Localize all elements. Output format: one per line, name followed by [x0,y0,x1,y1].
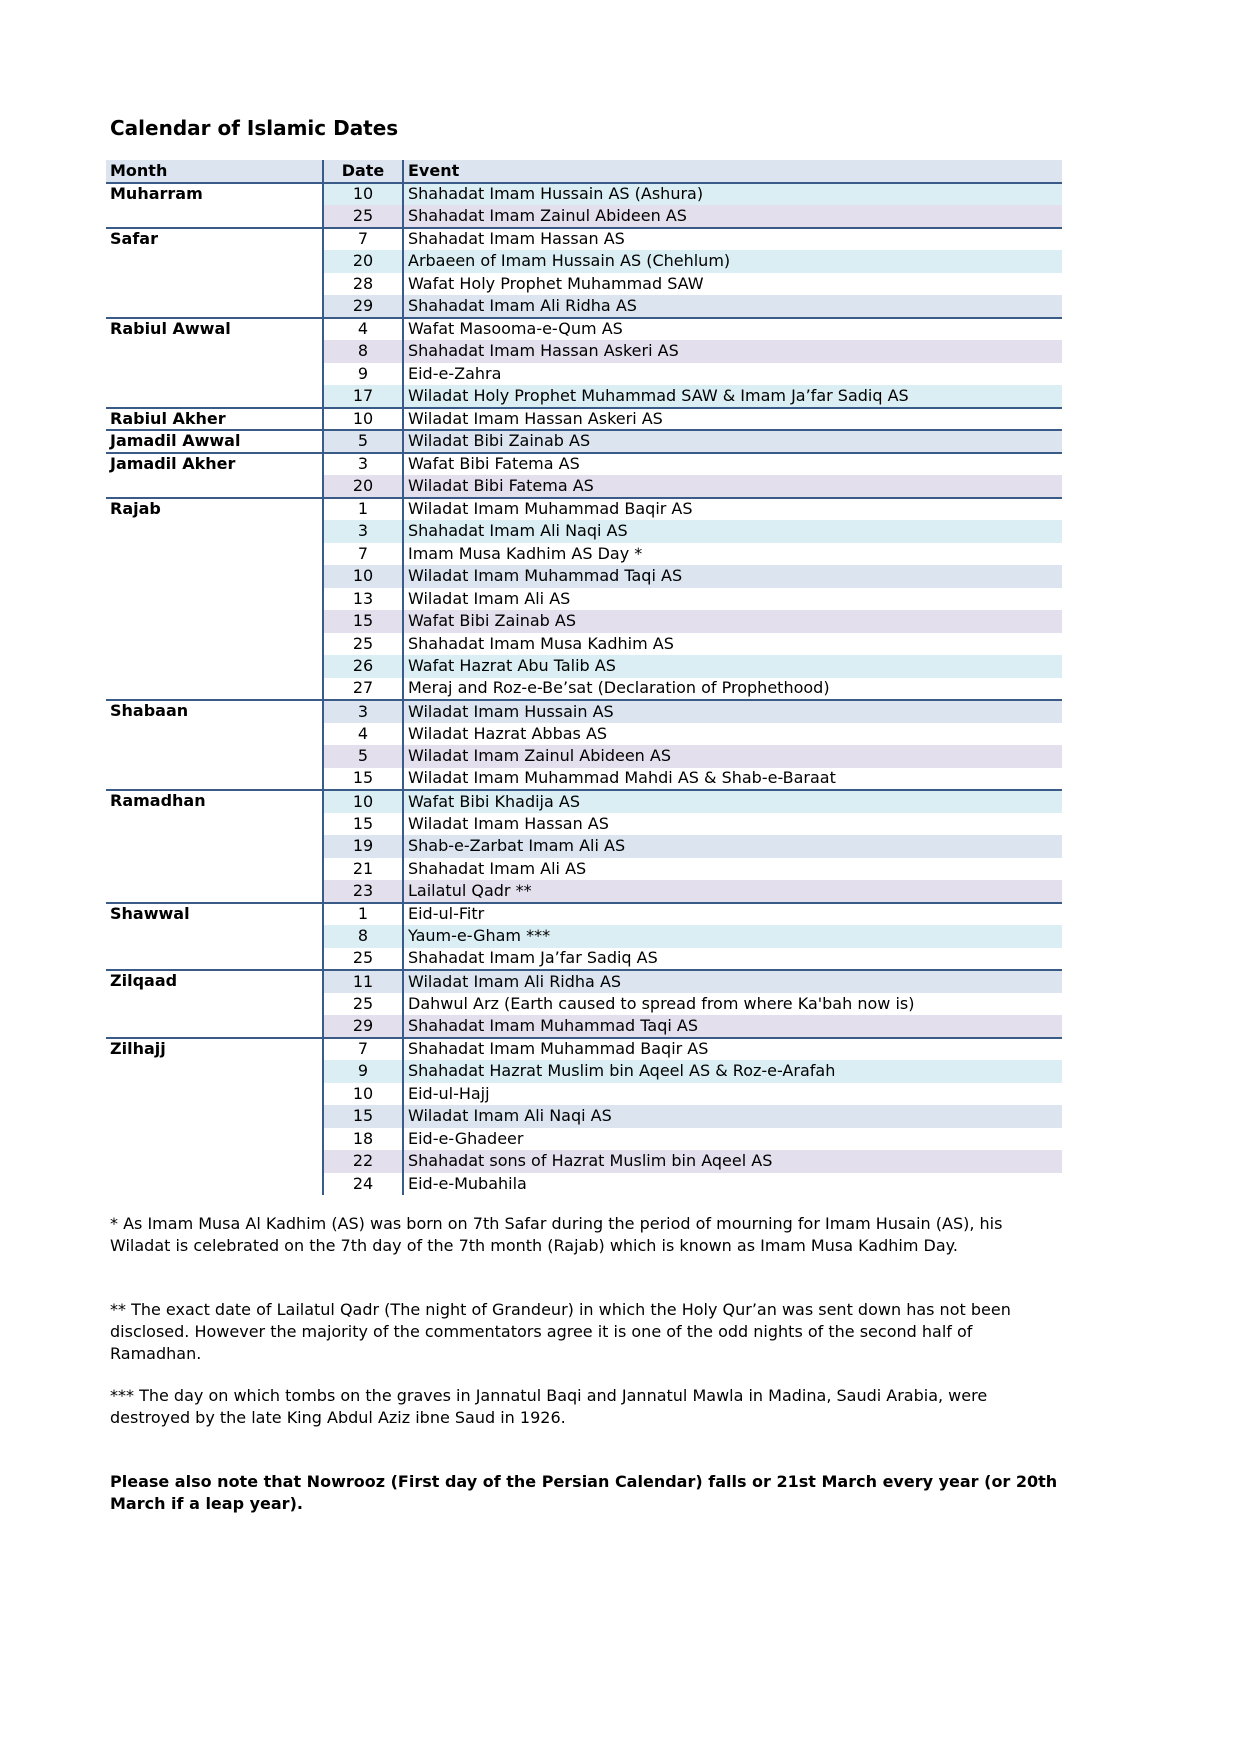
date-cell: 28 [323,273,403,296]
event-cell: Shahadat Imam Ja’far Sadiq AS [408,948,658,968]
date-cell: 13 [323,588,403,611]
table-row [106,655,1062,678]
table-row [106,903,1062,926]
month-cell: Rabiul Awwal [106,318,323,341]
date-cell: 10 [323,1083,403,1106]
event-cell: Shahadat Imam Hassan Askeri AS [403,340,1062,363]
event-cell: Eid-ul-Fitr [403,903,1062,926]
date-cell: 10 [323,183,403,206]
date-cell: 5 [323,745,403,768]
event-cell: Meraj and Roz-e-Be’sat (Declaration of Prophethood) [408,678,830,698]
page-title: Calendar of Islamic Dates [110,116,399,140]
table-row [106,1173,1062,1196]
table-row [106,745,1062,768]
table-row [106,948,1062,971]
date-cell: 18 [323,1128,403,1151]
table-row [106,205,1062,228]
table-row [106,250,1062,273]
event-cell: Eid-e-Ghadeer [408,1128,524,1148]
event-cell: Shahadat Imam Zainul Abideen AS [403,205,1062,228]
event-cell: Wiladat Imam Ali Ridha AS [403,970,1062,993]
table-row [106,475,1062,498]
event-cell: Wafat Bibi Zainab AS [403,610,1062,633]
table-row [106,588,1062,611]
event-cell: Shahadat Imam Ali Ridha AS [403,295,1062,318]
month-cell [106,678,323,701]
date-cell: 24 [323,1173,403,1196]
event-cell: Lailatul Qadr ** [403,880,1062,903]
month-cell [106,835,323,858]
month-cell: Zilqaad [106,970,323,993]
event-cell: Wiladat Bibi Fatema AS [403,475,1062,498]
event-cell: Wafat Holy Prophet Muhammad SAW [408,273,704,293]
table-row [106,880,1062,903]
table-row [106,1060,1062,1083]
date-cell: 4 [323,723,403,746]
month-cell [106,1150,323,1173]
date-cell: 9 [323,363,403,386]
event-cell: Shahadat Imam Hassan AS [403,228,1062,251]
month-cell [106,205,323,228]
month-cell [106,385,323,408]
month-cell [106,813,323,836]
table-row [106,700,1062,723]
month-cell: Jamadil Akher [106,453,323,476]
table-row [106,1128,1062,1151]
table-row [106,363,1062,386]
month-cell [106,948,323,971]
month-cell [106,1015,323,1038]
table-header-row [106,160,1062,183]
table-row [106,633,1062,656]
event-cell: Arbaeen of Imam Hussain AS (Chehlum) [403,250,1062,273]
date-cell: 20 [323,250,403,273]
event-cell: Dahwul Arz (Earth caused to spread from where Ka'bah now is) [408,993,915,1013]
month-cell: Muharram [106,183,323,206]
table-row [106,813,1062,836]
event-cell: Eid-ul-Hajj [408,1083,490,1103]
month-cell [106,543,323,566]
table-row [106,228,1062,251]
event-cell: Wiladat Imam Muhammad Mahdi AS & Shab-e-Baraat [408,768,836,788]
date-cell: 3 [323,453,403,476]
date-cell: 9 [323,1060,403,1083]
table-row [106,340,1062,363]
event-cell: Shahadat Imam Musa Kadhim AS [408,633,674,653]
event-cell: Yaum-e-Gham *** [403,925,1062,948]
date-cell: 19 [323,835,403,858]
table-body [106,183,1062,1196]
month-cell [106,633,323,656]
date-cell: 15 [323,1105,403,1128]
event-cell: Shahadat Imam Hussain AS (Ashura) [403,183,1062,206]
date-cell: 25 [323,993,403,1016]
header-event: Event [403,160,1062,183]
month-cell [106,1083,323,1106]
month-cell [106,925,323,948]
date-cell: 7 [323,1038,403,1061]
islamic-dates-table [106,160,1062,1195]
month-cell [106,610,323,633]
date-cell: 5 [323,430,403,453]
table-row [106,993,1062,1016]
date-cell: 29 [323,295,403,318]
event-cell: Eid-e-Zahra [408,363,502,383]
month-cell [106,858,323,881]
table-row [106,1015,1062,1038]
event-cell: Wiladat Hazrat Abbas AS [408,723,608,743]
table-row [106,430,1062,453]
date-cell: 21 [323,858,403,881]
footnote-3: *** The day on which tombs on the graves in Jannatul Baqi and Jannatul Mawla in Madina, Saudi Arabia, were destroyed by the late King Abdul Aziz ibne Saud in 1926. [110,1386,988,1427]
date-cell: 20 [323,475,403,498]
month-cell [106,565,323,588]
date-cell: 7 [323,543,403,566]
event-cell: Shahadat Imam Muhammad Taqi AS [403,1015,1062,1038]
header-date: Date [323,160,403,183]
event-cell: Shahadat Imam Ali Naqi AS [403,520,1062,543]
month-cell: Rajab [106,498,323,521]
event-cell: Wiladat Imam Hussain AS [403,700,1062,723]
table-row [106,925,1062,948]
event-cell: Eid-e-Mubahila [408,1173,527,1193]
month-cell [106,520,323,543]
month-cell: Shawwal [106,903,323,926]
table-row [106,453,1062,476]
event-cell: Wiladat Imam Ali Naqi AS [403,1105,1062,1128]
month-cell: Ramadhan [106,790,323,813]
table-row [106,183,1062,206]
table-row [106,1105,1062,1128]
date-cell: 25 [323,205,403,228]
month-cell [106,250,323,273]
event-cell: Wiladat Imam Hassan AS [408,813,609,833]
footnotes [110,1213,1060,1515]
event-cell: Imam Musa Kadhim AS Day * [408,543,643,563]
table-row [106,1150,1062,1173]
event-cell: Shab-e-Zarbat Imam Ali AS [403,835,1062,858]
event-cell: Wafat Bibi Khadija AS [403,790,1062,813]
month-cell [106,475,323,498]
date-cell: 10 [323,565,403,588]
month-cell [106,295,323,318]
date-cell: 22 [323,1150,403,1173]
event-cell: Shahadat Imam Muhammad Baqir AS [403,1038,1062,1061]
event-cell: Wafat Bibi Fatema AS [403,453,1062,476]
date-cell: 8 [323,925,403,948]
table-row [106,723,1062,746]
table-row [106,273,1062,296]
month-cell [106,1060,323,1083]
table-row [106,565,1062,588]
month-cell [106,340,323,363]
header-month: Month [106,160,323,183]
date-cell: 15 [323,813,403,836]
month-cell [106,655,323,678]
date-cell: 23 [323,880,403,903]
date-cell: 3 [323,520,403,543]
date-cell: 26 [323,655,403,678]
table-row [106,835,1062,858]
month-cell [106,745,323,768]
month-cell [106,273,323,296]
nowrooz-note: Please also note that Nowrooz (First day of the Persian Calendar) falls or 21st March every year (or 20th March if a leap year). [110,1472,1058,1513]
date-cell: 8 [323,340,403,363]
event-cell: Shahadat Imam Ali AS [408,858,587,878]
table-row [106,970,1062,993]
date-cell: 7 [323,228,403,251]
month-cell [106,1128,323,1151]
table-row [106,385,1062,408]
date-cell: 1 [323,903,403,926]
month-cell [106,723,323,746]
month-cell [106,880,323,903]
table-row [106,1083,1062,1106]
date-cell: 25 [323,948,403,971]
event-cell: Wiladat Bibi Zainab AS [403,430,1062,453]
month-cell: Shabaan [106,700,323,723]
date-cell: 15 [323,610,403,633]
event-cell: Wafat Hazrat Abu Talib AS [403,655,1062,678]
month-cell: Rabiul Akher [106,408,323,431]
table-row [106,498,1062,521]
date-cell: 1 [323,498,403,521]
table-row [106,295,1062,318]
date-cell: 10 [323,408,403,431]
event-cell: Wafat Masooma-e-Qum AS [403,318,1062,341]
event-cell: Shahadat Hazrat Muslim bin Aqeel AS & Roz-e-Arafah [403,1060,1062,1083]
date-cell: 11 [323,970,403,993]
table-row [106,1038,1062,1061]
event-cell: Wiladat Imam Muhammad Taqi AS [403,565,1062,588]
table-row [106,610,1062,633]
event-cell: Wiladat Imam Ali AS [408,588,571,608]
month-cell [106,768,323,791]
date-cell: 4 [323,318,403,341]
table-row [106,543,1062,566]
event-cell: Wiladat Imam Hassan Askeri AS [403,408,1062,431]
month-cell [106,1173,323,1196]
event-cell: Wiladat Imam Muhammad Baqir AS [403,498,1062,521]
month-cell: Zilhajj [106,1038,323,1061]
table-row [106,678,1062,701]
table-row [106,858,1062,881]
month-cell [106,363,323,386]
footnote-2: ** The exact date of Lailatul Qadr (The night of Grandeur) in which the Holy Qur’an was sent down has not been disclosed. However the majority of the commentators agree it is one of the odd nights of the second half of Ramadhan. [110,1300,1011,1363]
month-cell: Safar [106,228,323,251]
table-row [106,768,1062,791]
event-cell: Shahadat sons of Hazrat Muslim bin Aqeel AS [403,1150,1062,1173]
date-cell: 15 [323,768,403,791]
date-cell: 3 [323,700,403,723]
table-row [106,408,1062,431]
date-cell: 17 [323,385,403,408]
table-row [106,790,1062,813]
date-cell: 25 [323,633,403,656]
date-cell: 27 [323,678,403,701]
date-cell: 29 [323,1015,403,1038]
month-cell [106,993,323,1016]
date-cell: 10 [323,790,403,813]
month-cell: Jamadil Awwal [106,430,323,453]
event-cell: Wiladat Imam Zainul Abideen AS [403,745,1062,768]
footnote-1: * As Imam Musa Al Kadhim (AS) was born on 7th Safar during the period of mourning for Imam Husain (AS), his Wiladat is celebrated on the 7th day of the 7th month (Rajab) which is known as Imam Musa Kadhim Day. [110,1214,1003,1255]
event-cell: Wiladat Holy Prophet Muhammad SAW & Imam Ja’far Sadiq AS [403,385,1062,408]
table-row [106,520,1062,543]
table-row [106,318,1062,341]
month-cell [106,1105,323,1128]
month-cell [106,588,323,611]
